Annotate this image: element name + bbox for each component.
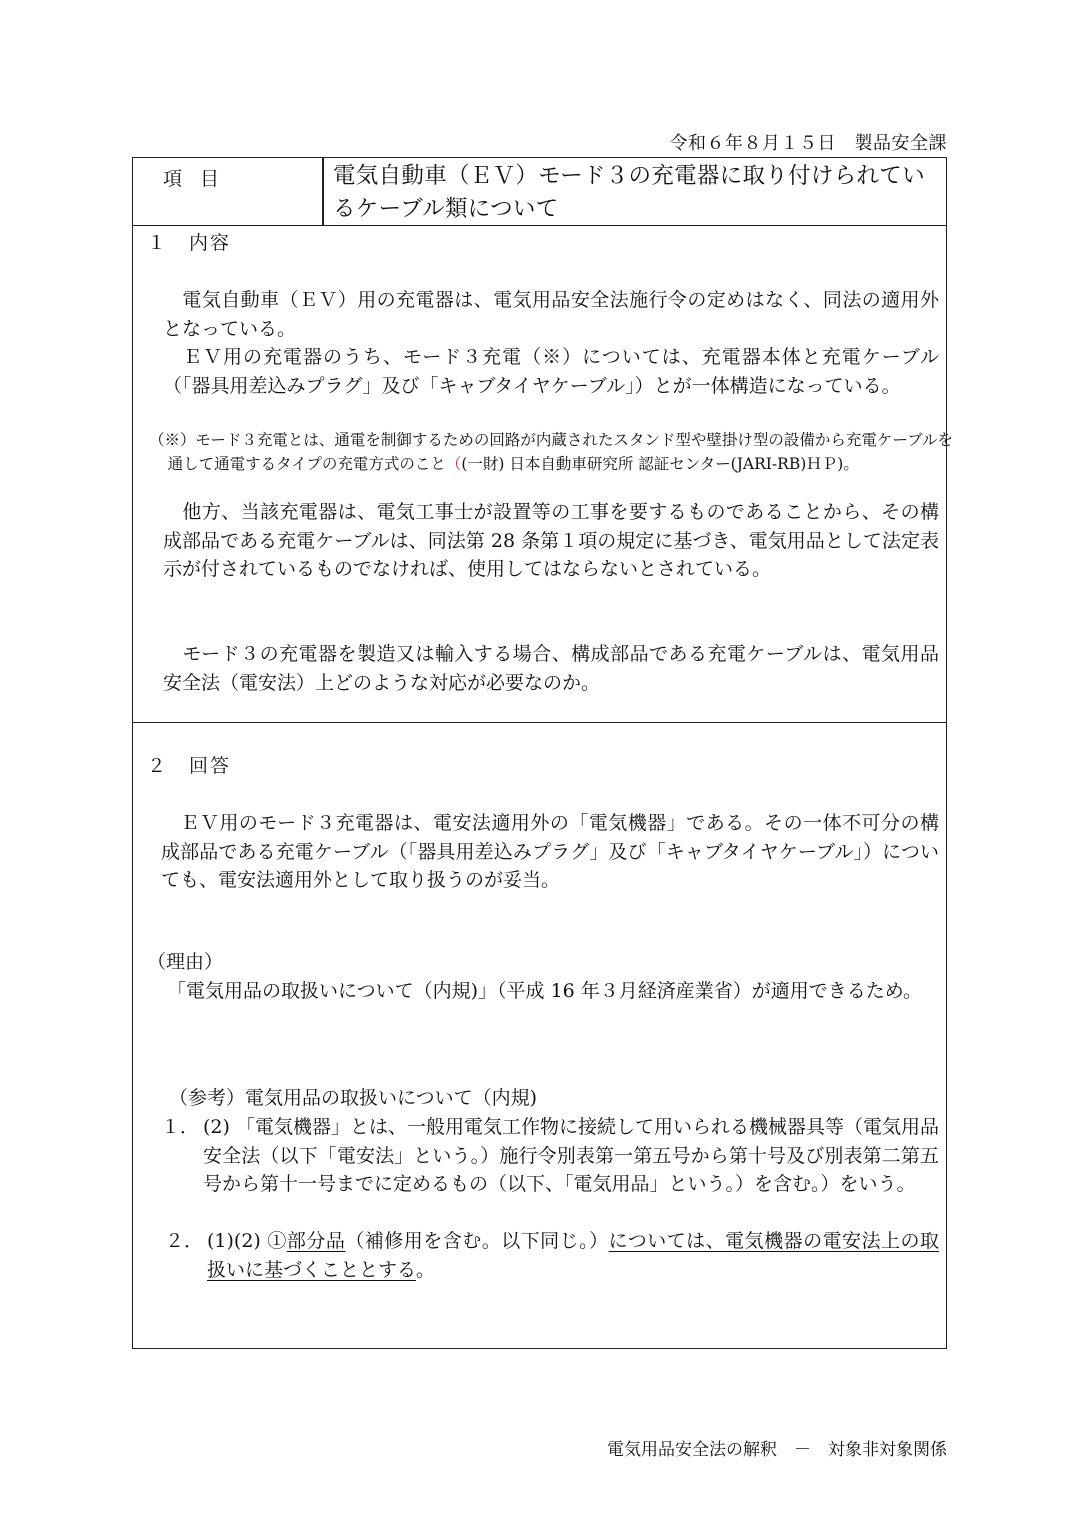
- reference-item-2-number: ２．: [165, 1230, 204, 1252]
- reason-text: 「電気用品の取扱いについて（内規)」（平成 16 年３月経済産業省）が適用できるため。: [167, 980, 923, 1002]
- reference-item-2: [165, 1227, 939, 1284]
- title-column-divider: [322, 158, 324, 225]
- page-footer: 電気用品安全法の解釈 － 対象非対象関係: [607, 1440, 947, 1460]
- content-heading: １ 内容: [147, 232, 232, 254]
- reference-item-1-number: １．: [161, 1116, 200, 1138]
- question-paragraph: モード３の充電器を製造又は輸入する場合、構成部品である充電ケーブルは、電気用品安全法（電安法）上どのような対応が必要なのか。: [163, 643, 939, 694]
- mode3-footnote: （※）モード３充電とは、通電を制御するための回路が内蔵されたスタンド型や壁掛け型の設備から充電ケーブルを通して通電するタイプの充電方式のこと（(一財) 日本自動車研究所 認証センター(JARI-RB)ＨＰ)。: [149, 431, 953, 473]
- answer-paragraph: ＥＶ用のモード３充電器は、電安法適用外の「電気機器」である。その一体不可分の構成部品である充電ケーブル（「器具用差込みプラグ」及び「キャブタイヤケーブル」）についても、電安法適用外として取り扱うのが妥当。: [161, 812, 939, 891]
- answer-section: [133, 723, 946, 1348]
- content-section: [133, 226, 953, 723]
- reference-title: （参考）電気用品の取扱いについて（内規): [169, 1087, 538, 1109]
- reference-item-1: [161, 1113, 939, 1199]
- footnote-red-paren: （: [445, 455, 462, 473]
- document-title: 電気自動車（ＥＶ）モード３の充電器に取り付けられているケーブル類について: [333, 163, 925, 222]
- item-label: 項目: [163, 168, 238, 190]
- reference-item-2-text: (1)(2) ①部分品（補修用を含む。以下同じ。）については、電気機器の電安法上の取扱いに基づくこととする。: [207, 1230, 939, 1281]
- title-row: [133, 158, 946, 226]
- underlined-parts-term: 部分品: [286, 1230, 346, 1252]
- underlined-rule-text: については、電気機器の電安法上の取扱いに基づくこととする: [207, 1230, 939, 1281]
- header-date-department: 令和６年８月１５日 製品安全課: [669, 133, 947, 154]
- content-paragraph-3: 他方、当該充電器は、電気工事士が設置等の工事を要するものであることから、その構成部品である充電ケーブルは、同法第 28 条第１項の規定に基づき、電気用品として法定表示が付されているものでなければ、使用してはならないとされている。: [163, 501, 939, 580]
- reference-item-1-text: (2) 「電気機器」とは、一般用電気工作物に接続して用いられる機械器具等（電気用品安全法（以下「電安法」という。）施行令別表第一第五号から第十号及び別表第二第五号から第十一号までに定めるもの（以下、「電気用品」という。）を含む。）をいう。: [203, 1116, 939, 1195]
- reason-label: （理由）: [147, 951, 224, 973]
- content-paragraph-1: 電気自動車（ＥＶ）用の充電器は、電気用品安全法施行令の定めはなく、同法の適用外となっている。: [163, 289, 939, 340]
- content-paragraph-2: ＥＶ用の充電器のうち、モード３充電（※）については、充電器本体と充電ケーブル（「器具用差込みプラグ」及び「キャブタイヤケーブル」）とが一体構造になっている。: [163, 346, 939, 397]
- answer-heading: ２ 回答: [147, 755, 232, 777]
- document-table: [132, 157, 953, 1349]
